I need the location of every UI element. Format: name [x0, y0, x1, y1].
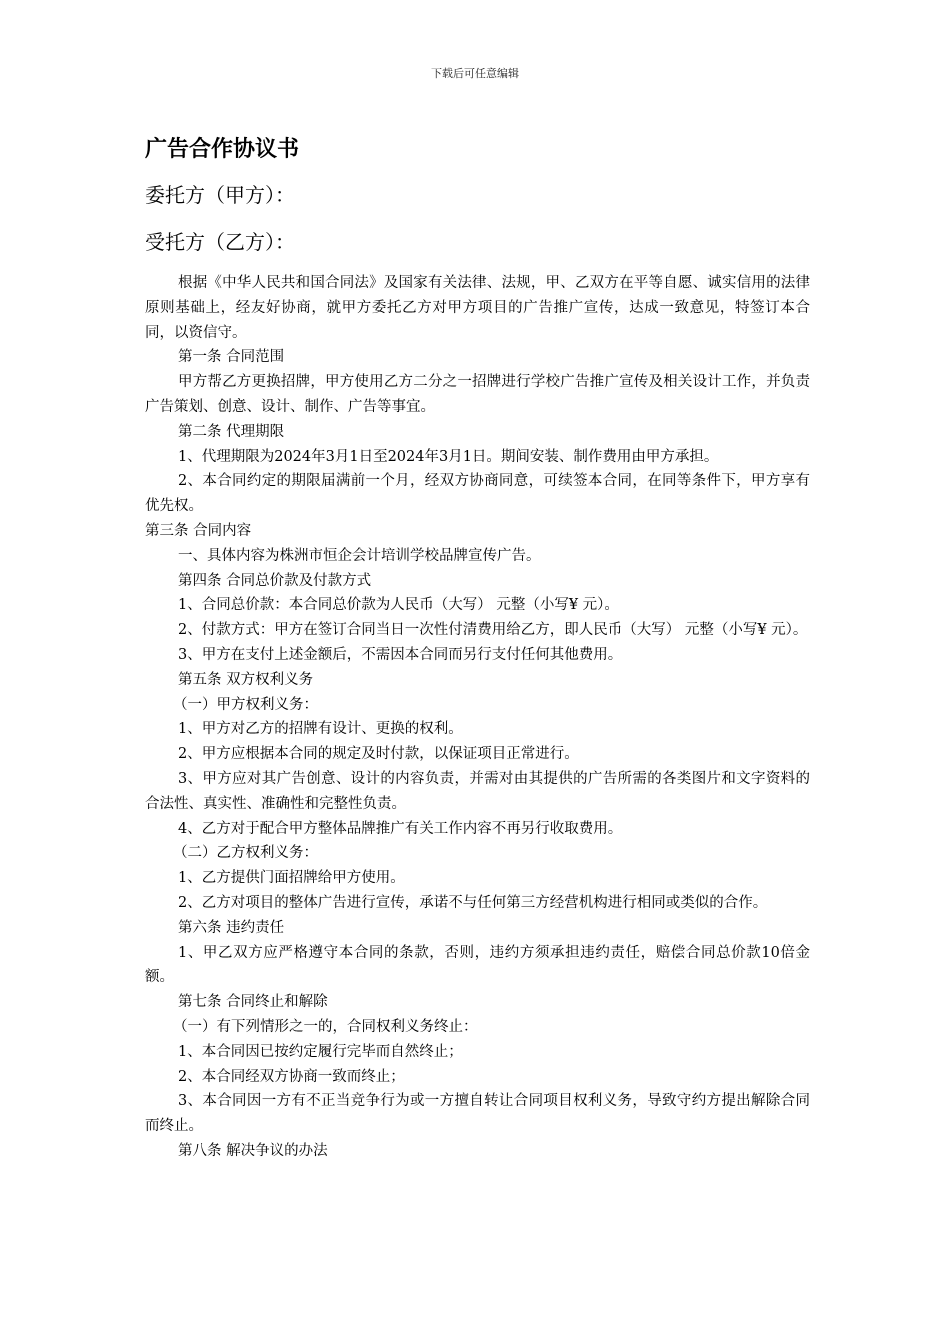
- article-5-a-item-4: 4、乙方对于配合甲方整体品牌推广有关工作内容不再另行收取费用。: [178, 820, 623, 837]
- article-6-heading: 第六条 违约责任: [178, 919, 285, 936]
- article-5-b-item-2: 2、乙方对项目的整体广告进行宣传，承诺不与任何第三方经营机构进行相同或类似的合作。: [178, 894, 768, 911]
- article-4-heading: 第四条 合同总价款及付款方式: [178, 572, 372, 589]
- article-7-item-1: 1、本合同因已按约定履行完毕而自然终止；: [178, 1043, 463, 1060]
- article-4-item-3: 3、甲方在支付上述金额后，不需因本合同而另行支付任何其他费用。: [178, 646, 623, 663]
- document-body: [145, 134, 810, 1164]
- document-title: 广告合作协议书: [145, 137, 300, 162]
- article-2-item-2: 2、本合同约定的期限届满前一个月，经双方协商同意，可续签本合同，在同等条件下，甲方享有优先权。: [145, 473, 810, 515]
- article-5-a-item-2: 2、甲方应根据本合同的规定及时付款，以保证项目正常进行。: [178, 746, 579, 763]
- party-a-line: 委托方（甲方）：: [145, 183, 295, 207]
- article-7-item-3: 3、本合同因一方有不正当竞争行为或一方擅自转让合同项目权利义务，导致守约方提出解除合同而终止。: [145, 1093, 810, 1135]
- article-7-heading: 第七条 合同终止和解除: [178, 994, 328, 1011]
- article-8-heading: 第八条 解决争议的办法: [178, 1142, 328, 1159]
- article-7-item-2: 2、本合同经双方协商一致而终止；: [178, 1068, 405, 1085]
- intro-paragraph: 根据《中华人民共和国合同法》及国家有关法律、法规，甲、乙双方在平等自愿、诚实信用的法律原则基础上，经友好协商，就甲方委托乙方对甲方项目的广告推广宣传，达成一致意见，特签订本合同，以资信守。: [145, 275, 810, 341]
- article-5-b-item-1: 1、乙方提供门面招牌给甲方使用。: [178, 870, 405, 887]
- article-5-heading: 第五条 双方权利义务: [178, 671, 314, 688]
- article-1-text: 甲方帮乙方更换招牌，甲方使用乙方二分之一招牌进行学校广告推广宣传及相关设计工作，并负责广告策划、创意、设计、制作、广告等事宜。: [145, 374, 810, 415]
- party-b-line: 受托方（乙方）：: [145, 230, 295, 254]
- article-1-heading: 第一条 合同范围: [178, 349, 285, 366]
- article-5-a-item-3: 3、甲方应对其广告创意、设计的内容负责，并需对由其提供的广告所需的各类图片和文字资料的合法性、真实性、准确性和完整性负责。: [145, 770, 810, 812]
- article-7-section-a: （一）有下列情形之一的，合同权利义务终止：: [173, 1018, 478, 1035]
- article-2-item-1: 1、代理期限为2024年3月1日至2024年3月1日。期间安装、制作费用由甲方承担。: [178, 448, 719, 465]
- article-3-item-1: 一、具体内容为株洲市恒企会计培训学校品牌宣传广告。: [178, 547, 541, 564]
- article-5-a-item-1: 1、甲方对乙方的招牌有设计、更换的权利。: [178, 721, 463, 738]
- article-6-item-1: 1、甲乙双方应严格遵守本合同的条款，否则，违约方须承担违约责任，赔偿合同总价款10倍金额。: [145, 944, 810, 986]
- article-4-item-1: 1、合同总价款：本合同总价款为人民币（大写） 元整（小写¥ 元）。: [178, 597, 619, 614]
- article-5-section-a: （一）甲方权利义务：: [173, 696, 318, 713]
- header-note: 下载后可任意编辑: [431, 67, 519, 80]
- article-5-section-b: （二）乙方权利义务：: [173, 845, 318, 862]
- article-4-item-2: 2、付款方式：甲方在签订合同当日一次性付清费用给乙方，即人民币（大写） 元整（小写¥ 元）。: [178, 622, 808, 639]
- article-2-heading: 第二条 代理期限: [178, 423, 285, 440]
- article-3-heading: 第三条 合同内容: [145, 522, 252, 539]
